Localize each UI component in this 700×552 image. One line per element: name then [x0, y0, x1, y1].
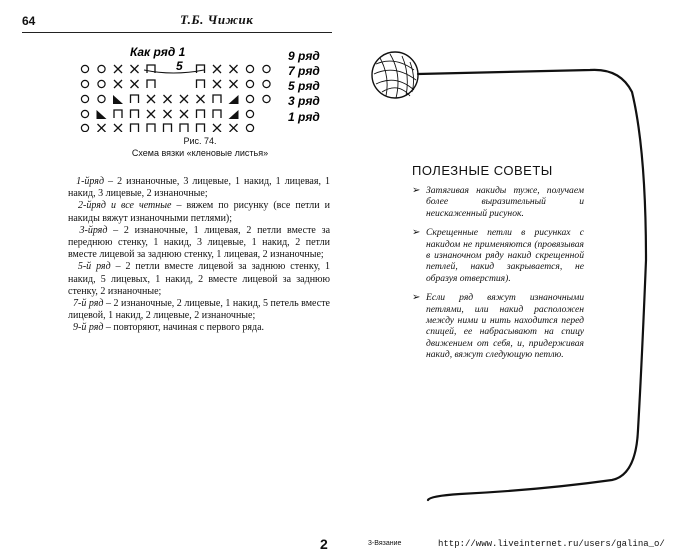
knit-symbol	[213, 65, 221, 73]
arrow-bullet-icon: ➢	[412, 227, 421, 239]
purl-symbol	[246, 65, 253, 72]
purl-symbol	[81, 65, 88, 72]
purl-symbol	[98, 65, 105, 72]
purl-symbol	[81, 95, 88, 102]
knit-symbol	[114, 124, 122, 132]
knit-symbol	[180, 110, 188, 118]
knit-symbol	[164, 110, 172, 118]
row-label-9: 9 ряд	[288, 49, 320, 63]
yarn-over-symbol	[197, 124, 205, 132]
source-url: http://www.liveinternet.ru/users/galina_o/	[438, 539, 665, 549]
purl-symbol	[81, 124, 88, 131]
tips-list	[412, 185, 584, 369]
yarn-over-symbol	[197, 80, 205, 88]
figure-caption: Схема вязки «кленовые листья»	[131, 148, 269, 158]
arrow-bullet-icon: ➢	[412, 292, 421, 304]
row-label-3: 3 ряд	[288, 94, 320, 108]
row-label-7: 7 ряд	[288, 64, 320, 78]
tip-item: ➢ Затягивая накиды туже, получаем более выразительный и неискаженный рисунок.	[412, 185, 584, 219]
knit-symbol	[131, 80, 139, 88]
paragraph-row-9: 9-й ряд – повторяют, начиная с первого ряда.	[73, 322, 265, 334]
purl-symbol	[263, 65, 270, 72]
decrease-right-symbol	[229, 110, 239, 119]
purl-symbol	[98, 95, 105, 102]
yarn-over-symbol	[114, 110, 122, 118]
knit-symbol	[114, 80, 122, 88]
paragraph-row-7: 7-й ряд – 2 изнаночные, 2 лицевые, 1 накид, 5 петель вместе лицевой, 1 накид, 2 лицевые, 2 изнаночные;	[68, 298, 330, 322]
knit-symbol	[213, 124, 221, 132]
decrease-left-symbol	[113, 95, 123, 104]
paragraph-row-1: 1-йряд – 2 изнаночные, 3 лицевые, 1 накид, 1 лицевая, 1 накид, 3 лицевые, 2 изнаночные;	[68, 176, 330, 200]
purl-symbol	[81, 110, 88, 117]
knit-symbol	[230, 80, 238, 88]
knit-symbol	[230, 124, 238, 132]
left-page	[0, 0, 350, 551]
chart-repeat-mark: 5	[176, 59, 183, 73]
yarn-over-symbol	[180, 124, 188, 132]
chart-symbol-grid	[81, 65, 270, 132]
decrease-left-symbol	[97, 110, 107, 119]
yarn-over-symbol	[131, 124, 139, 132]
running-head: Т.Б. Чижик	[180, 12, 254, 27]
knitting-chart	[78, 46, 326, 132]
decrease-right-symbol	[229, 95, 239, 104]
tip-item: ➢ Если ряд вяжут изнаночными петлями, или накид расположен между ними и нить находится перед спицей, ее набрасывают на спицу движением от себя, и, придерживая накид, вяжут следующую петлю.	[412, 292, 584, 361]
figure-label: Рис. 74.	[183, 136, 217, 146]
yarn-over-symbol	[164, 124, 172, 132]
repeat-brace	[144, 70, 204, 73]
knit-symbol	[230, 65, 238, 73]
knit-symbol	[180, 95, 188, 103]
page-number: 64	[22, 14, 36, 28]
yarn-over-symbol	[131, 110, 139, 118]
knit-symbol	[131, 65, 139, 73]
yarn-over-symbol	[213, 95, 221, 103]
header-rule	[22, 32, 332, 33]
bottom-page-mark: 2	[320, 536, 328, 552]
chart-title: Как ряд 1	[130, 46, 186, 59]
knit-symbol	[147, 110, 155, 118]
right-page	[350, 0, 700, 551]
signature-label: 3-Вязание	[368, 540, 402, 547]
instructions-text	[68, 176, 330, 335]
yarn-over-symbol	[131, 95, 139, 103]
knit-symbol	[147, 95, 155, 103]
knit-symbol	[197, 95, 205, 103]
row-label-1: 1 ряд	[288, 110, 320, 124]
purl-symbol	[246, 110, 253, 117]
tip-item: ➢ Скрещенные петли в рисунках с накидом не применяются (провязывая в изнаночном ряду накид скрещенной петлей, накид закрывается, не образуя отверстия).	[412, 227, 584, 284]
purl-symbol	[98, 80, 105, 87]
yarn-over-symbol	[197, 110, 205, 118]
knit-symbol	[114, 65, 122, 73]
tips-title: ПОЛЕЗНЫЕ СОВЕТЫ	[412, 163, 553, 178]
paragraph-row-2: 2-йряд и все четные – вяжем по рисунку (все петли и накиды вяжут изнаночными петлями);	[68, 200, 330, 224]
yarn-over-symbol	[213, 110, 221, 118]
purl-symbol	[246, 95, 253, 102]
purl-symbol	[263, 80, 270, 87]
knit-symbol	[164, 95, 172, 103]
yarn-ball-icon	[372, 52, 418, 98]
purl-symbol	[81, 80, 88, 87]
paragraph-row-3: 3-йряд – 2 изнаночные, 1 лицевая, 2 петли вместе за переднюю стенку, 1 накид, 3 лицевые, 1 накид, 2 петли вместе лицевой за заднюю стенку, 1 лицевая, 2 изнаночные;	[68, 224, 331, 261]
yarn-over-symbol	[147, 80, 155, 88]
purl-symbol	[263, 95, 270, 102]
knit-symbol	[98, 124, 106, 132]
row-label-5: 5 ряд	[288, 79, 320, 93]
paragraph-row-5: 5-й ряд – 2 петли вместе лицевой за заднюю стенку, 1 накид, 5 лицевых, 1 накид, 2 вместе лицевой за заднюю стенку, 2 изнаночные;	[68, 261, 331, 297]
arrow-bullet-icon: ➢	[412, 185, 421, 196]
yarn-over-symbol	[197, 65, 205, 73]
yarn-over-symbol	[147, 124, 155, 132]
knit-symbol	[213, 80, 221, 88]
purl-symbol	[246, 124, 253, 131]
purl-symbol	[246, 80, 253, 87]
